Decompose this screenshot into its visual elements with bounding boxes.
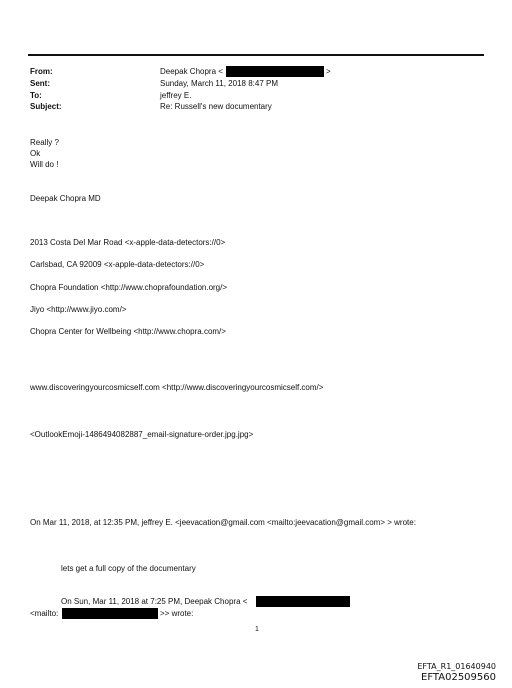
quoted-wrote-line: On Mar 11, 2018, at 12:35 PM, jeffrey E. <jeevacation@gmail.com <mailto:jeevacation@gmail.com> > wrote: (30, 518, 416, 527)
header-rule (28, 54, 484, 56)
signature-name: Deepak Chopra MD (30, 194, 101, 203)
nested-wrote-line: On Sun, Mar 11, 2018 at 7:25 PM, Deepak Chopra < (61, 597, 248, 606)
to-value: jeffrey E. (160, 91, 192, 100)
to-label: To: (30, 91, 42, 100)
signature-line: 2013 Costa Del Mar Road <x-apple-data-detectors://0> (30, 238, 226, 247)
emoji-attachment: <OutlookEmoji-1486494082887_email-signature-order.jpg.jpg> (30, 430, 254, 439)
redaction-block (226, 66, 324, 77)
from-close: > (326, 67, 331, 76)
subject-value: Re: Russell's new documentary (160, 102, 272, 111)
sent-label: Sent: (30, 79, 50, 88)
wrote-suffix: >> wrote: (160, 609, 194, 618)
signature-line: Carlsbad, CA 92009 <x-apple-data-detectors://0> (30, 260, 205, 269)
from-label: From: (30, 67, 53, 76)
efta-large-id: EFTA02509560 (421, 672, 496, 683)
signature-line: Chopra Center for Wellbeing <http://www.chopra.com/> (30, 327, 226, 336)
efta-small-id: EFTA_R1_01640940 (417, 662, 496, 671)
sent-value: Sunday, March 11, 2018 8:47 PM (160, 79, 278, 88)
mailto-prefix: <mailto: (30, 609, 59, 618)
from-value: Deepak Chopra < (160, 67, 223, 76)
redaction-block (256, 596, 350, 607)
body-line: Ok (30, 149, 41, 158)
redaction-block (62, 608, 158, 619)
subject-label: Subject: (30, 102, 62, 111)
quoted-reply: lets get a full copy of the documentary (61, 564, 196, 573)
body-line: Will do ! (30, 160, 59, 169)
body-line: Really ? (30, 138, 59, 147)
page-number: 1 (255, 626, 259, 633)
signature-line: Chopra Foundation <http://www.choprafoundation.org/> (30, 283, 228, 292)
website-line: www.discoveringyourcosmicself.com <http://www.discoveringyourcosmicself.com/> (30, 383, 324, 392)
signature-line: Jiyo <http://www.jiyo.com/> (30, 305, 127, 314)
